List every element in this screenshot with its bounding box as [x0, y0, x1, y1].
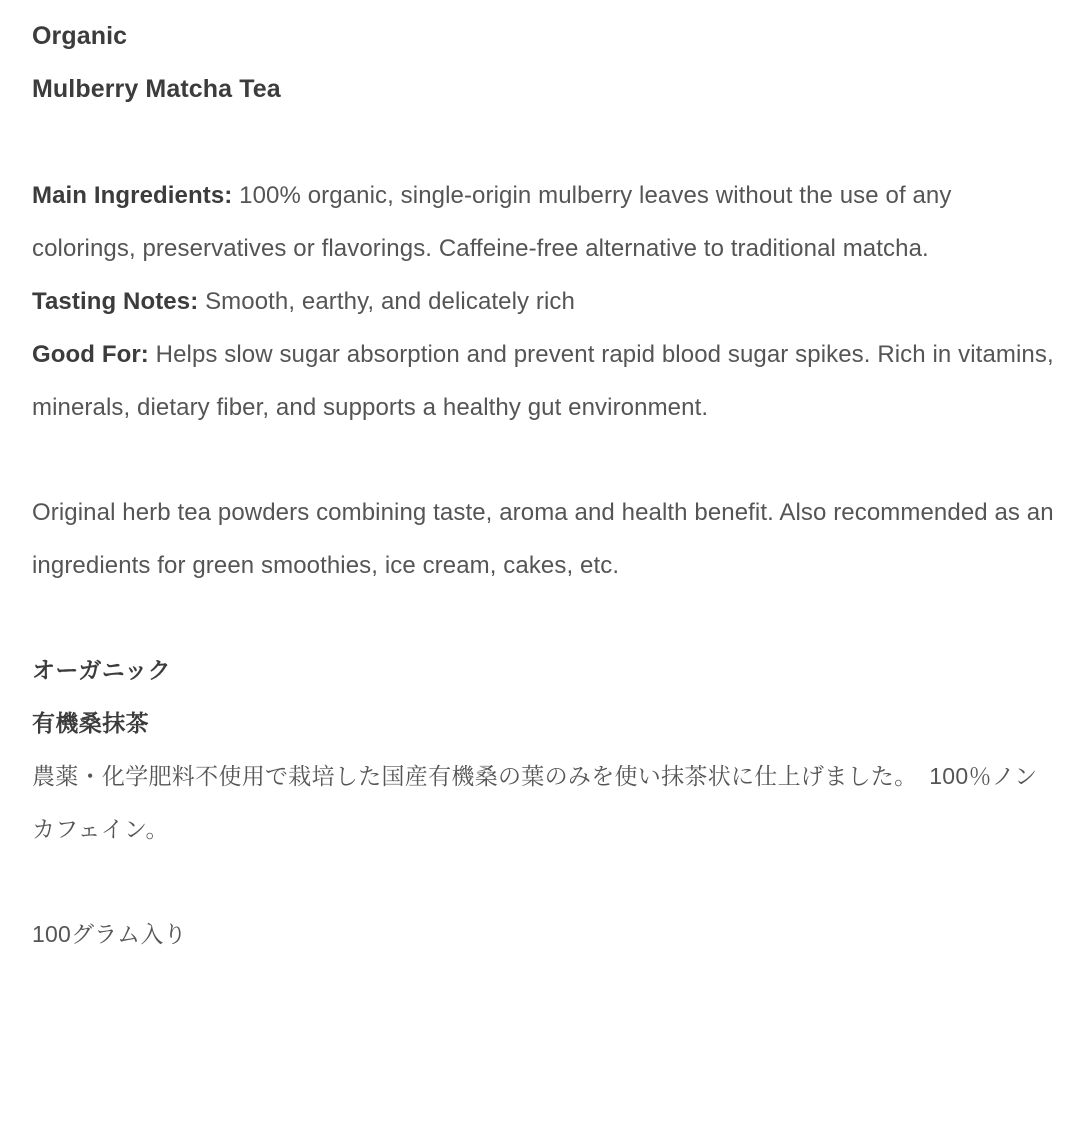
good-for-text: Helps slow sugar absorption and prevent rapid blood sugar spikes. Rich in vitamins, minerals, dietary fiber, and supports a healthy gut environment.: [32, 341, 1054, 421]
spacer-after-title: [32, 116, 1060, 169]
japanese-body: [32, 750, 1060, 856]
description-paragraph: Original herb tea powders combining taste, aroma and health benefit. Also recommended as an ingredients for green smoothies, ice cream, cakes, etc.: [32, 499, 1054, 579]
japanese-title-line-2: 有機桑抹茶: [32, 710, 149, 736]
spacer-after-description: [32, 592, 1060, 644]
tasting-notes-paragraph: [32, 275, 1060, 328]
product-description: [32, 486, 1060, 592]
japanese-body-paragraph: 農薬・化学肥料不使用で栽培した国産有機桑の葉のみを使い抹茶状に仕上げました。 100％ノンカフェイン。: [32, 763, 1038, 842]
product-title: [32, 10, 1060, 116]
good-for-label: Good For:: [32, 341, 149, 368]
japanese-title-line-1: オーガニック: [32, 657, 172, 683]
product-details: [32, 169, 1060, 434]
main-ingredients-text: 100% organic, single-origin mulberry leaves without the use of any colorings, preservatives or flavorings. Caffeine-free alternative to traditional matcha.: [32, 182, 952, 262]
main-ingredients-label: Main Ingredients:: [32, 182, 233, 209]
product-title-line-2: Mulberry Matcha Tea: [32, 75, 281, 103]
spacer-after-japanese: [32, 856, 1060, 908]
net-weight: 100グラム入り: [32, 921, 187, 947]
product-title-line-1: Organic: [32, 22, 128, 50]
tasting-notes-label: Tasting Notes:: [32, 288, 199, 315]
tasting-notes-text: Smooth, earthy, and delicately rich: [198, 288, 575, 315]
good-for-paragraph: [32, 328, 1060, 434]
japanese-section: [32, 644, 1060, 856]
main-ingredients-paragraph: [32, 169, 1060, 275]
spacer-after-details: [32, 434, 1060, 486]
